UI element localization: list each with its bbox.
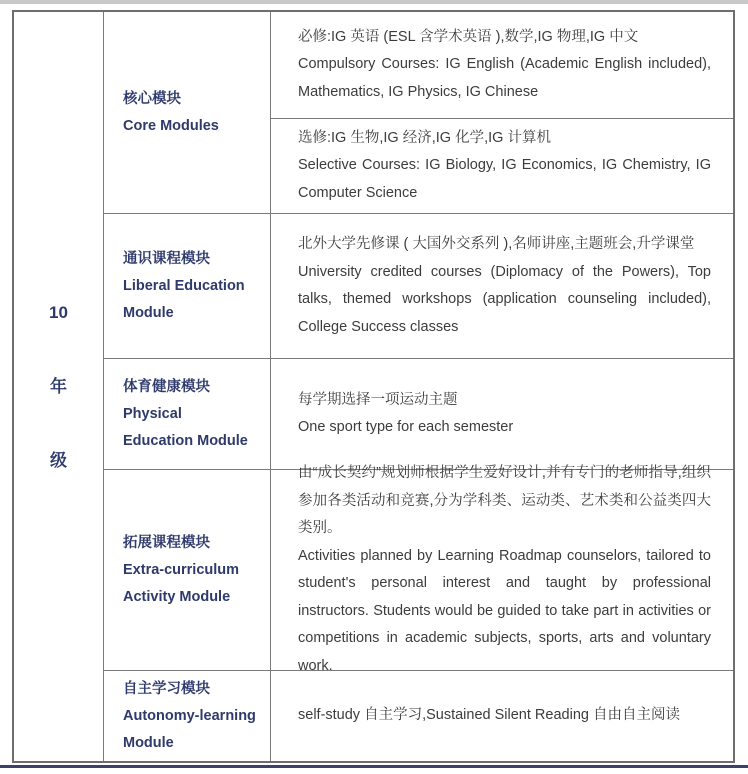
liberal-zh: 北外大学先修课 ( 大国外交系列 ),名师讲座,主题班会,升学课堂 [298,236,695,252]
content-cell-extra [270,465,733,674]
module-cell-extra [103,469,270,670]
core-compulsory-zh: 必修:IG 英语 (ESL 含学术英语 ),数学,IG 物理,IG 中文 [298,28,639,45]
content-cell-liberal [270,213,733,358]
module-liberal-en-line: Liberal Education [123,277,245,294]
module-physical-en-line: Physical [123,405,182,422]
content-cell-core-compulsory [270,12,733,118]
module-cell-liberal [103,213,270,358]
physical-zh: 每学期选择一项运动主题 [298,391,458,408]
grade-level-char: 级 [50,450,67,470]
liberal-en: University credited courses (Diplomacy of the Powers), Top talks, themed workshops (application counseling included), College Success classes [298,263,711,335]
extra-en: Activities planned by Learning Roadmap counselors, tailored to student's personal interest and taught by professional instructors. Students would be guided to take part in activities or competitions in academic subjects, sports, arts and voluntary work. [298,547,711,674]
module-cell-physical [103,358,270,469]
extra-zh: 由“成长契约”规划师根据学生爱好设计,并有专门的老师指导,组织参加各类活动和竞赛,分为学科类、运动类、艺术类和公益类四大类别。 [298,465,711,536]
autonomy-text: self-study 自主学习,Sustained Silent Reading 自由自主阅读 [298,707,680,724]
module-extra-zh: 拓展课程模块 [123,534,210,551]
module-autonomy-en-line: Module [123,734,174,751]
core-selective-en: Selective Courses: IG Biology, IG Economics, IG Chemistry, IG Computer Science [298,157,711,201]
core-selective-zh: 选修:IG 生物,IG 经济,IG 化学,IG 计算机 [298,129,551,146]
module-autonomy-zh: 自主学习模块 [123,680,210,697]
module-extra-en-line: Extra-curriculum [123,561,240,578]
page-top-edge [0,0,748,4]
grade-cell [14,12,103,761]
module-extra-en-line: Activity Module [123,588,231,605]
module-physical-en-line: Education Module [123,432,248,449]
page-bottom-rule [0,765,748,768]
module-core-zh: 核心模块 [123,90,181,107]
content-cell-physical [270,358,733,469]
module-liberal-zh: 通识课程模块 [123,250,210,267]
content-cell-core-selective [270,118,733,213]
grade-year-char: 年 [50,376,67,396]
content-cell-autonomy [270,670,733,761]
module-cell-autonomy [103,670,270,761]
grade-number: 10 [49,302,68,322]
module-core-en-line: Core Modules [123,117,219,134]
curriculum-table [12,10,735,763]
core-compulsory-en: Compulsory Courses: IG English (Academic English included), Mathematics, IG Physics, IG Chinese [298,56,711,100]
module-autonomy-en-line: Autonomy-learning [123,707,256,724]
module-physical-zh: 体育健康模块 [123,378,210,395]
physical-en: One sport type for each semester [298,419,514,435]
module-liberal-en-line: Module [123,304,174,321]
module-cell-core [103,12,270,213]
